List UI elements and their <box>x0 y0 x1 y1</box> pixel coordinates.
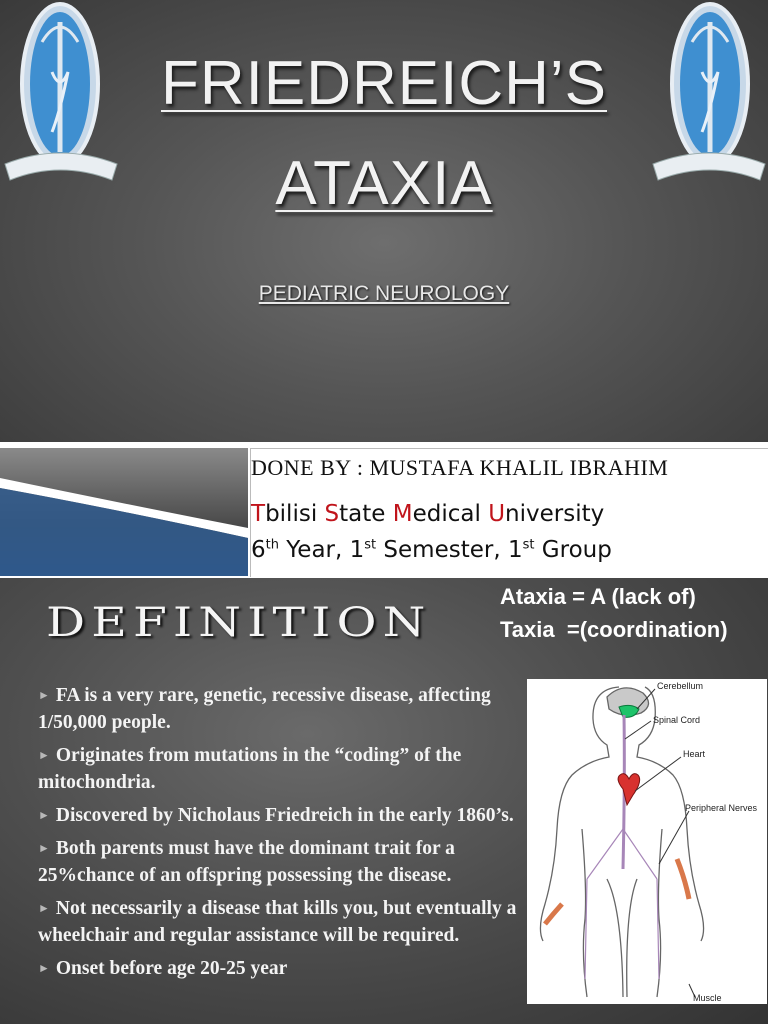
uni-initial: T <box>251 501 266 527</box>
year-number: 6 <box>251 537 266 563</box>
author-info <box>250 448 768 577</box>
label-spinal-cord: Spinal Cord <box>653 715 701 725</box>
list-item <box>38 802 528 829</box>
title-line-1: FRIEDREICH’S <box>160 49 608 118</box>
definition-heading: DEFINITION <box>46 600 432 646</box>
uni-word: edical <box>412 501 489 527</box>
list-item <box>38 682 528 736</box>
group-suffix: st <box>522 537 535 553</box>
title-slide <box>0 0 768 442</box>
nervous-system-diagram <box>527 679 767 1004</box>
swoosh-graphic <box>0 448 248 576</box>
year-group-line <box>251 537 612 563</box>
bullet-text: Both parents must have the dominant trait for a 25%chance of an offspring possessing the disease. <box>38 838 455 886</box>
ataxia-line-2: Taxia =(coordination) <box>500 617 728 642</box>
year-text: Year, 1 <box>278 537 365 563</box>
definition-slide <box>0 578 768 1024</box>
bullet-text: FA is a very rare, genetic, recessive disease, affecting 1/50,000 people. <box>38 685 491 733</box>
label-muscle: Muscle <box>693 993 722 1003</box>
bullet-arrow-icon: ► <box>38 748 50 762</box>
bullet-text: Originates from mutations in the “coding” of the mitochondria. <box>38 745 462 793</box>
uni-initial: U <box>488 501 506 527</box>
label-heart: Heart <box>683 749 706 759</box>
bullet-text: Not necessarily a disease that kills you, but eventually a wheelchair and regular assistance will be required. <box>38 898 517 946</box>
bullet-text: Onset before age 20-25 year <box>55 958 288 979</box>
list-item <box>38 742 528 796</box>
university-name <box>251 501 604 527</box>
subtitle: PEDIATRIC NEUROLOGY <box>258 282 510 305</box>
ataxia-line-1: Ataxia = A (lack of) <box>500 584 696 609</box>
list-item <box>38 895 528 949</box>
done-by-line: DONE BY : MUSTAFA KHALIL IBRAHIM <box>251 455 669 480</box>
list-item <box>38 835 528 889</box>
uni-initial: S <box>324 501 340 527</box>
definition-bullets <box>38 682 528 988</box>
uni-word: tate <box>339 501 393 527</box>
author-strip <box>0 442 768 578</box>
uni-word: bilisi <box>265 501 325 527</box>
label-peripheral-nerves: Peripheral Nerves <box>685 803 758 813</box>
uni-word: niversity <box>505 501 605 527</box>
bullet-arrow-icon: ► <box>38 841 50 855</box>
title-line-2: ATAXIA <box>275 149 493 218</box>
bullet-arrow-icon: ► <box>38 808 50 822</box>
year-suffix: th <box>265 537 279 553</box>
ataxia-etymology <box>500 580 728 646</box>
decorative-slide-thumbnail <box>0 448 248 576</box>
bullet-arrow-icon: ► <box>38 901 50 915</box>
semester-suffix: st <box>364 537 377 553</box>
uni-initial: M <box>392 501 413 527</box>
bullet-arrow-icon: ► <box>38 688 50 702</box>
group-text: Group <box>534 537 612 563</box>
bullet-text: Discovered by Nicholaus Friedreich in the early 1860’s. <box>55 805 514 826</box>
label-cerebellum: Cerebellum <box>657 681 704 691</box>
bullet-arrow-icon: ► <box>38 961 50 975</box>
list-item <box>38 955 528 982</box>
semester-text: Semester, 1 <box>376 537 523 563</box>
